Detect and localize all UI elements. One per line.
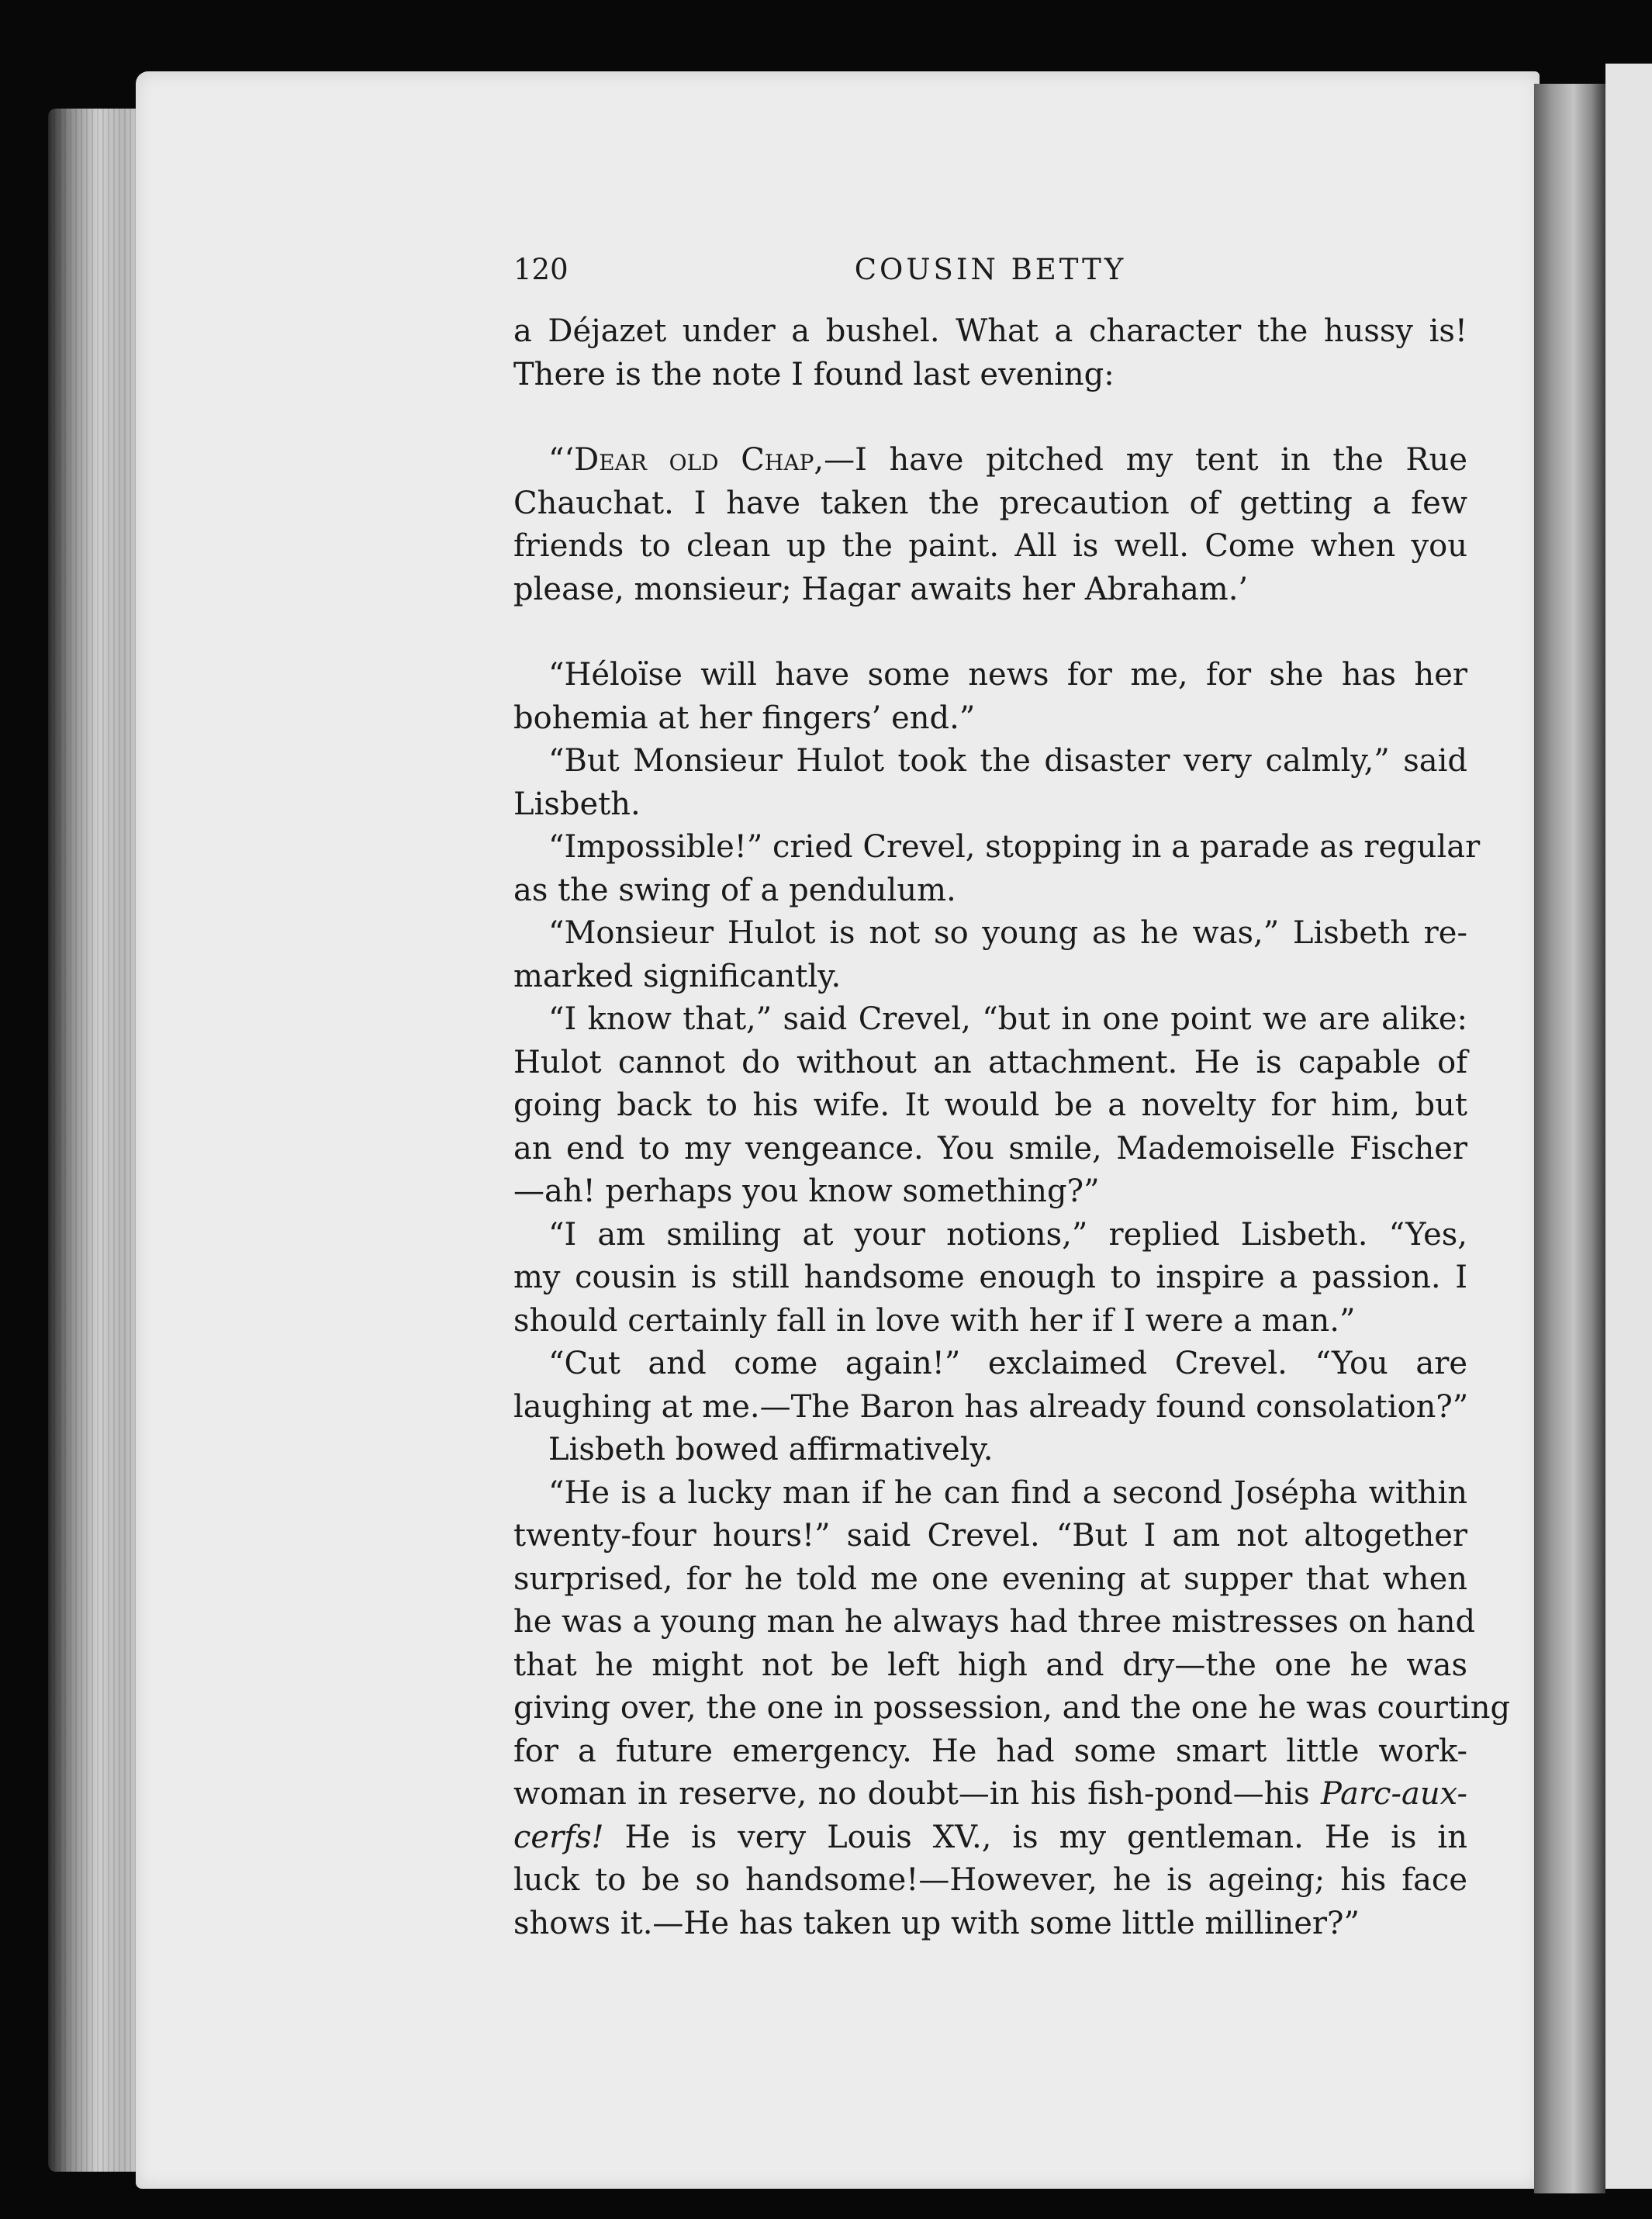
- text-run: woman in reserve, no doubt—in his fish-pond—his: [513, 1776, 1322, 1812]
- text-line: “But Monsieur Hulot took the disaster very calmly,” said: [548, 743, 1467, 779]
- text-line: he was a young man he always had three mistresses on hand: [513, 1604, 1476, 1640]
- text-line: “I know that,” said Crevel, “but in one point we are alike:: [548, 1001, 1467, 1037]
- book-gutter: [1534, 84, 1605, 2193]
- text-line: for a future emergency. He had some smart little work-: [513, 1733, 1467, 1769]
- text-line: There is the note I found last evening:: [513, 356, 1115, 392]
- text-line: a Déjazet under a bushel. What a character the hussy is!: [513, 313, 1467, 349]
- letter-text: ,—I have pitched my tent in the Rue: [814, 442, 1467, 478]
- text-line: shows it.—He has taken up with some little milliner?”: [513, 1905, 1360, 1941]
- paragraph-gap: [513, 396, 1467, 439]
- text-line: as the swing of a pendulum.: [513, 872, 956, 908]
- text-run: He is very Louis XV., is my gentleman. He is in: [603, 1819, 1467, 1855]
- text-line: marked significantly.: [513, 958, 842, 994]
- text-line: my cousin is still handsome enough to inspire a passion. I: [513, 1260, 1467, 1295]
- text-line: friends to clean up the paint. All is well. Come when you: [513, 528, 1467, 564]
- text-line: “Cut and come again!” exclaimed Crevel. “You are: [548, 1346, 1467, 1381]
- text-line: [513, 1816, 1467, 1860]
- running-head: COUSIN BETTY: [854, 253, 1127, 286]
- text-line: laughing at me.—The Baron has already found consolation?”: [513, 1388, 1469, 1425]
- page-header: [513, 253, 1467, 299]
- text-line: “He is a lucky man if he can find a second Josépha within: [548, 1474, 1467, 1511]
- letter-salutation: Dear old Chap: [574, 442, 814, 478]
- text-line: Chauchat. I have taken the precaution of getting a few: [513, 485, 1467, 521]
- text-line: Lisbeth.: [513, 786, 641, 822]
- text-line: please, monsieur; Hagar awaits her Abraham.’: [513, 571, 1249, 607]
- text-line: an end to my vengeance. You smile, Mademoiselle Fischer: [513, 1130, 1467, 1167]
- text-line: [513, 439, 1467, 482]
- body-text: [513, 310, 1511, 1945]
- italic-phrase: cerfs!: [513, 1819, 604, 1855]
- text-line: “Monsieur Hulot is not so young as he was,” Lisbeth re-: [548, 915, 1467, 951]
- paragraph-gap: [513, 611, 1467, 654]
- text-line: twenty-four hours!” said Crevel. “But I am not altogether: [513, 1518, 1467, 1554]
- text-line: Lisbeth bowed affirmatively.: [548, 1432, 994, 1467]
- open-quote: “‘: [548, 442, 575, 478]
- text-line: bohemia at her fingers’ end.”: [513, 700, 976, 736]
- facing-page-edge: [1605, 64, 1652, 2189]
- text-line: should certainly fall in love with her if I were a man.”: [513, 1302, 1356, 1339]
- page-number: 120: [513, 253, 569, 286]
- text-line: [513, 1773, 1467, 1816]
- text-line: “I am smiling at your notions,” replied Lisbeth. “Yes,: [548, 1216, 1467, 1253]
- text-line: that he might not be left high and dry—the one he was: [513, 1647, 1467, 1683]
- text-line: luck to be so handsome!—However, he is ageing; his face: [513, 1862, 1467, 1898]
- text-line: “Héloïse will have some news for me, for she has her: [548, 657, 1467, 693]
- italic-phrase: Parc-aux-: [1321, 1776, 1467, 1812]
- text-line: —ah! perhaps you know something?”: [513, 1173, 1100, 1209]
- text-line: giving over, the one in possession, and the one he was courting: [513, 1690, 1511, 1726]
- text-line: “Impossible!” cried Crevel, stopping in a parade as regular: [548, 829, 1481, 865]
- text-line: Hulot cannot do without an attachment. He is capable of: [513, 1044, 1467, 1080]
- text-line: going back to his wife. It would be a novelty for him, but: [513, 1087, 1467, 1123]
- text-line: surprised, for he told me one evening at supper that when: [513, 1561, 1467, 1597]
